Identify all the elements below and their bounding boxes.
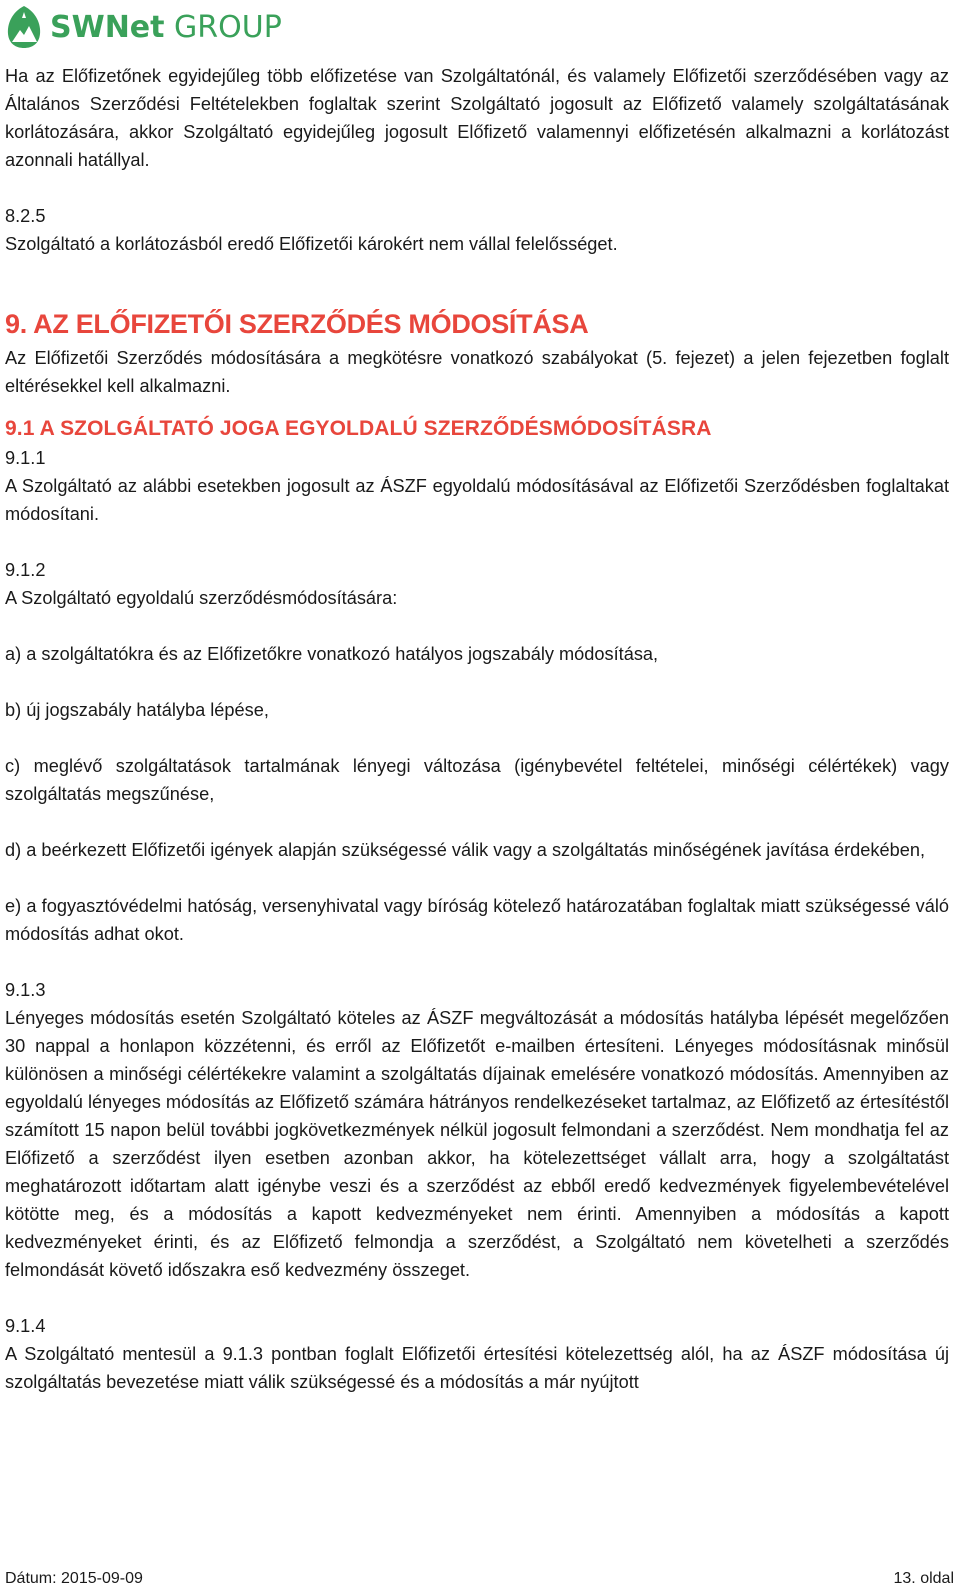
section-number-911: 9.1.1 — [5, 448, 46, 468]
list-item-b: b) új jogszabály hatályba lépése, — [5, 700, 269, 720]
paragraph-914: A Szolgáltató mentesül a 9.1.3 pontban foglalt Előfizetői értesítési kötelezettség alól, ha az ÁSZF módosítása új szolgáltatás bevezetése miatt válik szükségessé és a módosítás a már nyújtott — [5, 1344, 949, 1392]
paragraph-911: A Szolgáltató az alábbi esetekben jogosult az ÁSZF egyoldalú módosításával az Előfizetői Szerződésben foglaltakat módosítani. — [5, 476, 949, 524]
section-number-913: 9.1.3 — [5, 980, 46, 1000]
leaf-mountain-icon — [4, 4, 44, 50]
document-body — [5, 62, 949, 1396]
section-number-912: 9.1.2 — [5, 560, 46, 580]
list-item-d: d) a beérkezett Előfizetői igények alapján szükségessé válik vagy a szolgáltatás minőségének javítása érdekében, — [5, 840, 926, 860]
paragraph-825: Szolgáltató a korlátozásból eredő Előfizetői károkért nem vállal felelősséget. — [5, 234, 618, 254]
section-heading-9: 9. AZ ELŐFIZETŐI SZERZŐDÉS MÓDOSÍTÁSA — [5, 309, 589, 339]
paragraph-913: Lényeges módosítás esetén Szolgáltató köteles az ÁSZF megváltozását a módosítás hatályba lépését megelőzően 30 nappal a honlapon közzétenni, és erről az Előfizetőt e-mailben értesíteni. Lényeges módosításnak minősül különösen a minőségi célértékekre valamint a szolgáltatás díjainak emelésére vonatkozó módosítás. Amennyiben az egyoldalú lényeges módosítás az Előfizető számára hátrányos rendelkezéseket tartalmaz, az Előfizető az értesítéstől számított 15 napon belül további jogkövetkezmények nélkül jogosult felmondani a szerződést. Nem mondhatja fel az Előfizető a szerződést ilyen esetben azonban akkor, ha kötelezettséget vállalt arra, hogy a szolgáltatást meghatározott időtartam alatt igénybe veszi és a szerződést az ebből eredő kedvezmények figyelembevételével kötötte meg, és a módosítás a kapott kedvezményeket nem érinti. Amennyiben a módosítás a kapott kedvezményeket érinti, és az Előfizető felmondja a szerződést, a Szolgáltató nem követelheti a szerződés felmondását követő időszakra eső kedvezmény összeget. — [5, 1008, 949, 1280]
footer-date: Dátum: 2015-09-09 — [5, 1570, 143, 1587]
paragraph-912: A Szolgáltató egyoldalú szerződésmódosítására: — [5, 588, 398, 608]
logo-text: SWNet GROUP — [50, 9, 282, 45]
page-footer — [5, 1566, 954, 1592]
footer-page-number: 13. oldal — [893, 1570, 954, 1587]
list-item-a: a) a szolgáltatókra és az Előfizetőkre vonatkozó hatályos jogszabály módosítása, — [5, 644, 659, 664]
paragraph-9: Az Előfizetői Szerződés módosítására a megkötésre vonatkozó szabályokat (5. fejezet) a jelen fejezetben foglalt eltérésekkel kell alkalmazni. — [5, 348, 949, 396]
section-number-825: 8.2.5 — [5, 206, 46, 226]
company-logo — [4, 2, 282, 52]
section-number-914: 9.1.4 — [5, 1316, 46, 1336]
paragraph-intro: Ha az Előfizetőnek egyidejűleg több előfizetése van Szolgáltatónál, és valamely Előfizetői szerződésében vagy az Általános Szerződési Feltételekben foglaltak szerint Szolgáltató jogosult az Előfizető valamely szolgáltatásának korlátozására, akkor Szolgáltató egyidejűleg jogosult Előfizető valamennyi előfizetésén alkalmazni a korlátozást azonnali hatállyal. — [5, 66, 949, 170]
list-item-c: c) meglévő szolgáltatások tartalmának lényegi változása (igénybevétel feltételei, minőségi célértékek) vagy szolgáltatás megszűnése, — [5, 756, 949, 804]
section-heading-91: 9.1 A SZOLGÁLTATÓ JOGA EGYOLDALÚ SZERZŐDÉSMÓDOSÍTÁSRA — [5, 417, 712, 440]
list-item-e: e) a fogyasztóvédelmi hatóság, versenyhivatal vagy bíróság kötelező határozatában foglaltak miatt szükségessé váló módosítás adhat okot. — [5, 896, 949, 944]
